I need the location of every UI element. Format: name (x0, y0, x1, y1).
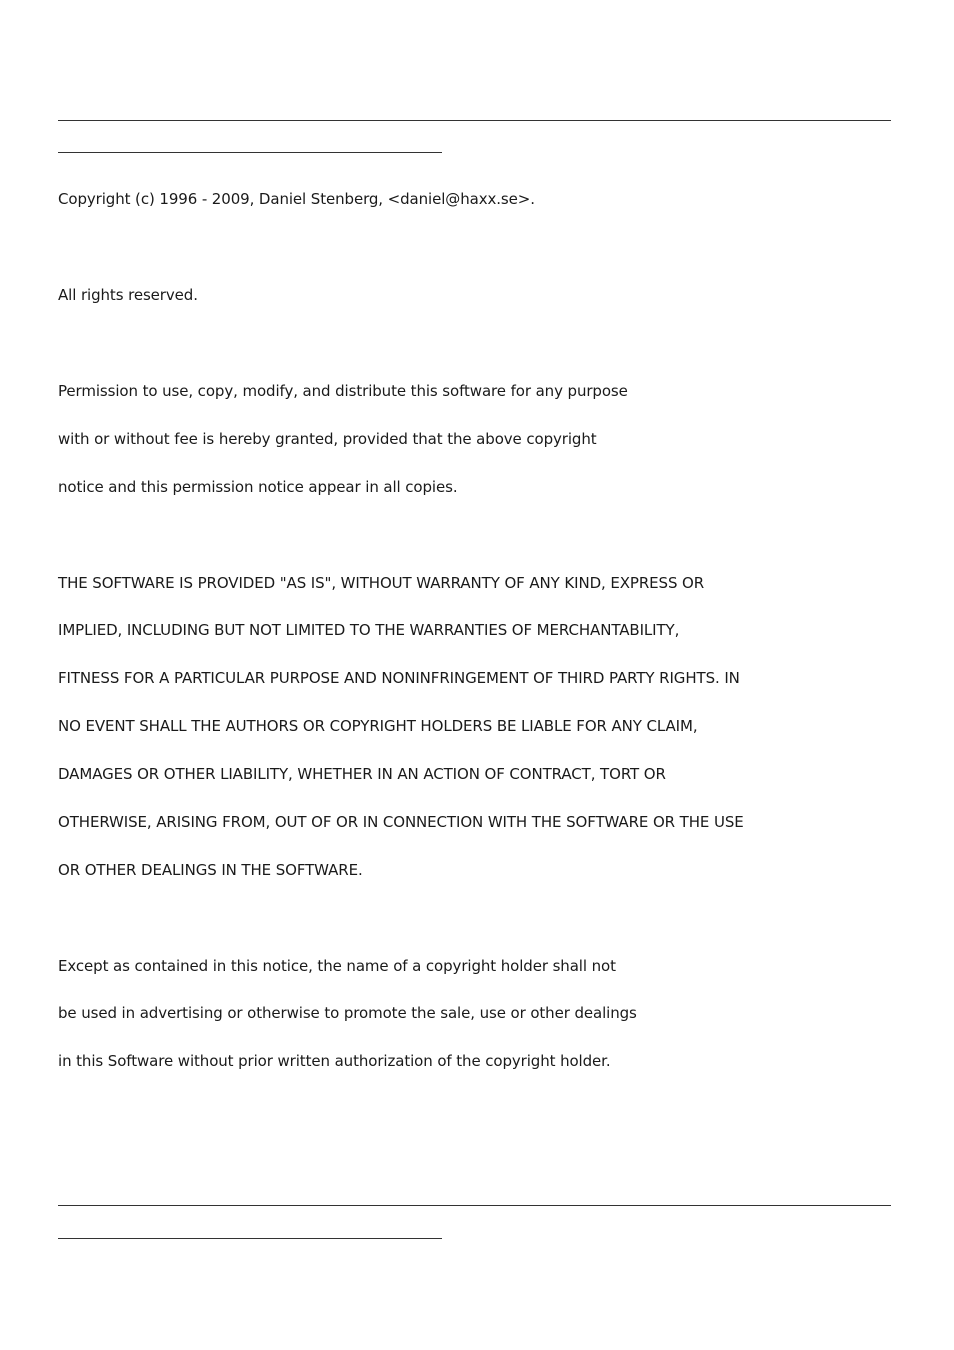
permission-line: with or without fee is hereby granted, provided that the above copyright (58, 430, 597, 448)
bottom-separator-short (58, 1238, 442, 1239)
exception-line: be used in advertising or otherwise to promote the sale, use or other dealings (58, 1004, 637, 1022)
permission-line: Permission to use, copy, modify, and distribute this software for any purpose (58, 382, 628, 400)
exception-line: in this Software without prior written authorization of the copyright holder. (58, 1052, 611, 1070)
warranty-line: IMPLIED, INCLUDING BUT NOT LIMITED TO THE WARRANTIES OF MERCHANTABILITY, (58, 621, 680, 639)
warranty-line: DAMAGES OR OTHER LIABILITY, WHETHER IN AN ACTION OF CONTRACT, TORT OR (58, 765, 666, 783)
permission-line: notice and this permission notice appear in all copies. (58, 478, 458, 496)
bottom-separator-long (58, 1205, 891, 1206)
warranty-line: FITNESS FOR A PARTICULAR PURPOSE AND NONINFRINGEMENT OF THIRD PARTY RIGHTS. IN (58, 669, 740, 687)
copyright-line: Copyright (c) 1996 - 2009, Daniel Stenberg, <daniel@haxx.se>. (58, 190, 535, 208)
warranty-line: OR OTHER DEALINGS IN THE SOFTWARE. (58, 861, 363, 879)
warranty-line: NO EVENT SHALL THE AUTHORS OR COPYRIGHT HOLDERS BE LIABLE FOR ANY CLAIM, (58, 717, 698, 735)
rights-line: All rights reserved. (58, 286, 198, 304)
top-separator-short (58, 152, 442, 153)
exception-line: Except as contained in this notice, the name of a copyright holder shall not (58, 957, 616, 975)
top-separator-long (58, 120, 891, 121)
warranty-line: OTHERWISE, ARISING FROM, OUT OF OR IN CONNECTION WITH THE SOFTWARE OR THE USE (58, 813, 744, 831)
warranty-line: THE SOFTWARE IS PROVIDED "AS IS", WITHOUT WARRANTY OF ANY KIND, EXPRESS OR (58, 574, 705, 592)
